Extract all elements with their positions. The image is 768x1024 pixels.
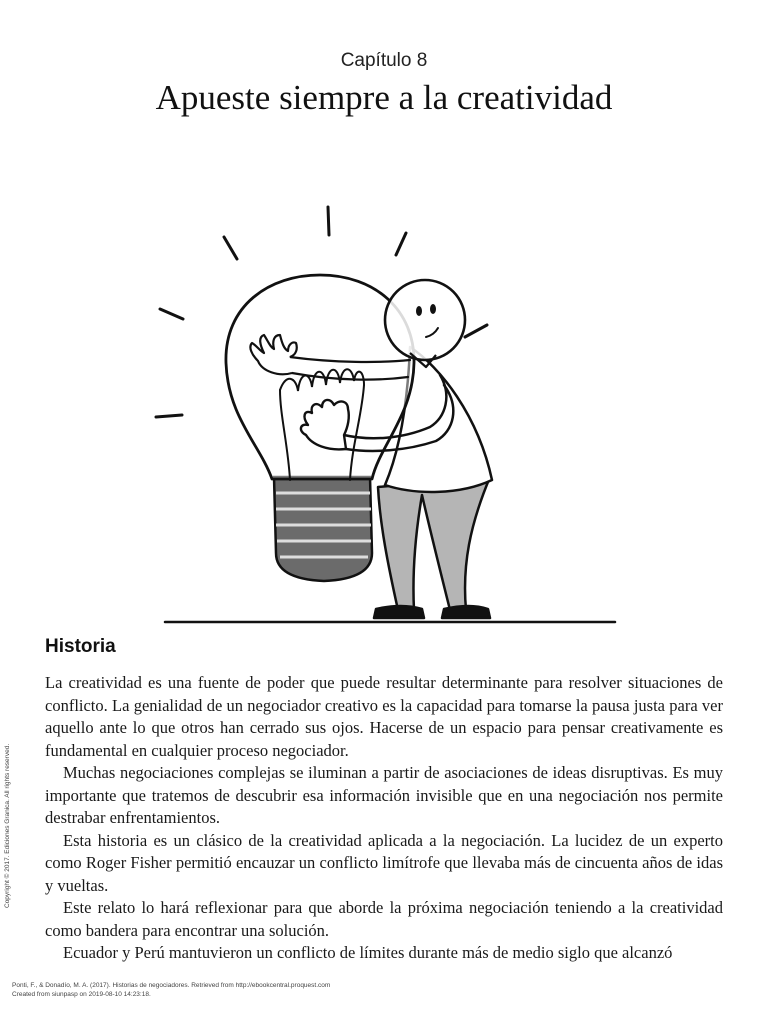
light-ray: [465, 325, 487, 337]
light-ray: [224, 237, 237, 259]
chapter-label: Capítulo 8: [340, 50, 428, 71]
light-ray: [156, 415, 182, 417]
footer: [12, 981, 330, 999]
light-ray: [160, 309, 183, 319]
lightbulb-hug-illustration: [140, 195, 630, 635]
head: [385, 280, 465, 360]
chapter-title: Apueste siempre a la creatividad: [155, 78, 613, 117]
footer-created: Created from siunpasp on 2019-08-10 14:23:18.: [12, 991, 151, 998]
side-copyright: Copyright © 2017. Ediciones Granica. All rights reserved.: [4, 743, 11, 908]
left-eye: [416, 306, 422, 316]
footer-citation: Ponti, F., & Donadío, M. A. (2017). Historias de negociadores. Retrieved from http://ebookcentral.proquest.com: [12, 982, 331, 989]
right-eye: [430, 304, 436, 314]
paragraph: Muchas negociaciones complejas se iluminan a partir de asociaciones de ideas disruptivas. Es muy importante que tratemos de descubrir esa información invisible que en una negociación nos permite destrabar enfrentamientos.: [45, 763, 723, 827]
paragraph: Este relato lo hará reflexionar para que aborde la próxima negociación teniendo a la creatividad como bandera para encontrar una solución.: [45, 898, 723, 940]
paragraph: Esta historia es un clásico de la creatividad aplicada a la negociación. La lucidez de un experto como Roger Fisher permitió encauzar un conflicto limítrofe que llevaba más de cincuenta años de idas y vueltas.: [45, 830, 723, 895]
section-heading: Historia: [45, 636, 116, 657]
paragraph: Ecuador y Perú mantuvieron un conflicto de límites durante más de medio siglo que alcanzó: [63, 943, 673, 962]
paragraph: La creatividad es una fuente de poder que puede resultar determinante para resolver situaciones de conflicto. La genialidad de un negociador creativo es la capacidad para tomarse la pausa justa para ver aquello ante lo que otros han cerrado sus ojos. Hacerse de un espacio para pensar creativamente es fundamental en cualquier proceso negociador.: [45, 673, 723, 760]
body-text: [45, 672, 723, 965]
light-ray: [328, 207, 329, 235]
light-ray: [396, 233, 406, 255]
